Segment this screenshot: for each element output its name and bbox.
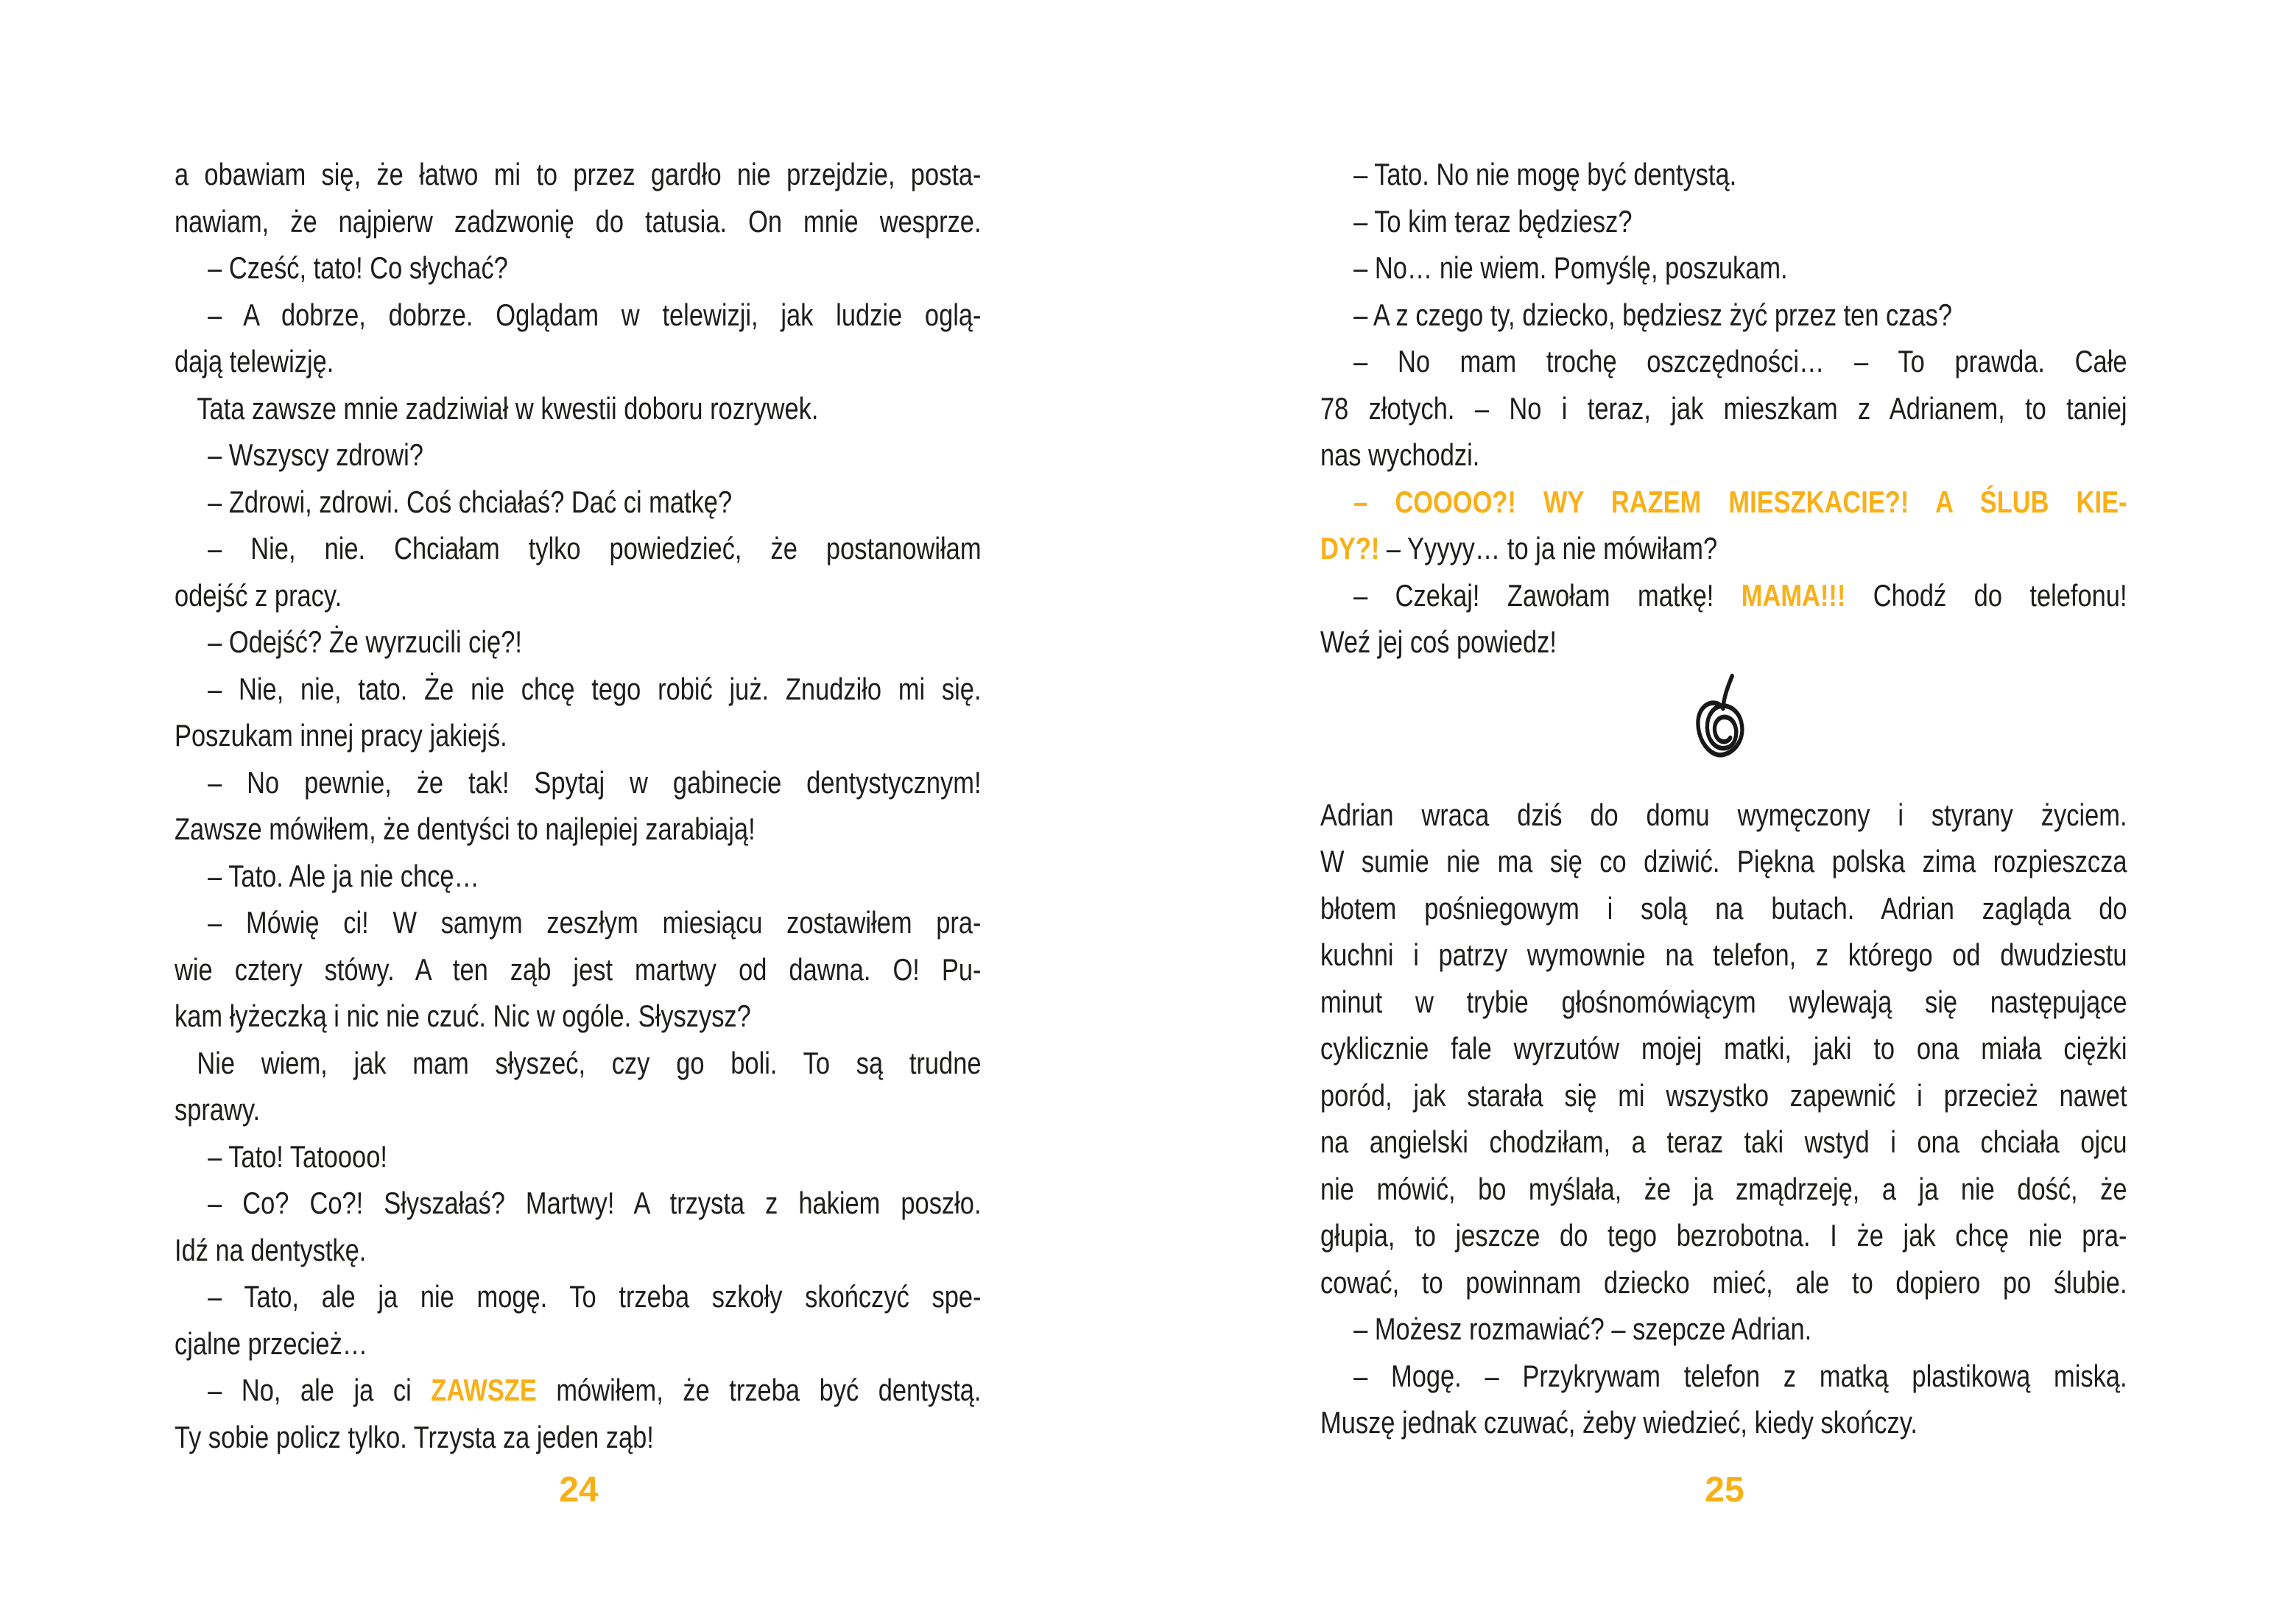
page-25-text-column: [1320, 151, 2129, 1446]
text-line: – No mam trochę oszczędności… – To prawda. Całe: [1353, 344, 2127, 379]
text-line: cjalne przecież…: [175, 1325, 368, 1361]
text-line: głupia, to jeszcze do tego bezrobotna. I że jak chcę nie pra-: [1320, 1218, 2127, 1253]
text-line: Ty sobie policz tylko. Trzysta za jeden ząb!: [175, 1419, 654, 1454]
text-line: dają telewizję.: [175, 344, 334, 379]
page-25: [1148, 0, 2296, 1609]
page-24-text: [175, 151, 982, 1460]
text-line: – Tato! Tatoooo!: [208, 1138, 387, 1174]
text-line: nie mówić, bo myślała, że ja zmądrzeję, a ja nie dość, że: [1320, 1171, 2127, 1206]
page-number-25: 25: [1705, 1471, 1744, 1510]
text-line: kuchni i patrzy wymownie na telefon, z którego od dwudziestu: [1320, 937, 2127, 972]
text-line: – Co? Co?! Słyszałaś? Martwy! A trzysta z hakiem poszło.: [208, 1186, 982, 1220]
text-line: Adrian wraca dziś do domu wymęczony i styrany życiem.: [1320, 797, 2127, 832]
highlighted-text: ZAWSZE: [431, 1373, 537, 1407]
highlighted-text: MAMA!!!: [1741, 577, 1846, 613]
text-line: na angielski chodziłam, a teraz taki wstyd i ona chciała ojcu: [1320, 1124, 2127, 1159]
highlighted-text: DY?!: [1320, 531, 1380, 566]
text-line: nawiam, że najpierw zadzwonię do tatusia. On mnie wesprze.: [175, 203, 982, 239]
text-line: Nie wiem, jak mam słyszeć, czy go boli. To są trudne: [197, 1045, 982, 1080]
text-line: – No pewnie, że tak! Spytaj w gabinecie dentystycznym!: [208, 764, 982, 800]
text-line: poród, jak starała się mi wszystko zapewnić i przecież nawet: [1320, 1077, 2127, 1113]
text-line: – Możesz rozmawiać? – szepcze Adrian.: [1353, 1312, 1812, 1346]
text-line: Zawsze mówiłem, że dentyści to najlepiej zarabiają!: [175, 811, 756, 846]
text-line: wie cztery stówy. A ten ząb jest martwy od dawna. O! Pu-: [175, 951, 982, 987]
text-line: 78 złotych. – No i teraz, jak mieszkam z Adrianem, to taniej: [1320, 390, 2127, 426]
highlighted-text: – COOOO?! WY RAZEM MIESZKACIE?! A ŚLUB KIE-: [1353, 484, 2127, 519]
text-line: Weź jej coś powiedz!: [1320, 624, 1557, 659]
text-line: – A z czego ty, dziecko, będziesz żyć przez ten czas?: [1353, 297, 1953, 332]
text-line: – Czekaj! Zawołam matkę! MAMA!!! Chodź do telefonu!: [1353, 577, 2127, 613]
text-line: – Nie, nie, tato. Że nie chcę tego robić już. Znudziło mi się.: [208, 671, 982, 706]
text-line: nas wychodzi.: [1320, 437, 1480, 472]
text-line: odejść z pracy.: [175, 577, 342, 613]
text-line: – Odejść? Że wyrzucili cię?!: [208, 624, 522, 659]
text-line: – Tato, ale ja nie mogę. To trzeba szkoły skończyć spe-: [208, 1279, 982, 1314]
text-line: DY?! – Yyyyy… to ja nie mówiłam?: [1320, 531, 1718, 566]
text-line: Tata zawsze mnie zadziwiał w kwestii doboru rozrywek.: [197, 390, 819, 426]
text-line: [1320, 479, 2127, 526]
text-line: – Mówię ci! W samym zeszłym miesiącu zostawiłem pra-: [208, 905, 982, 940]
scene-break-doodle: [1320, 666, 2127, 792]
text-line: – Tato. Ale ja nie chcę…: [208, 858, 479, 893]
text-line: Muszę jednak czuwać, żeby wiedzieć, kiedy skończy.: [1320, 1405, 1918, 1440]
text-line: błotem pośniegowym i solą na butach. Adrian zagląda do: [1320, 890, 2127, 926]
text-line: Poszukam innej pracy jakiejś.: [175, 718, 507, 753]
text-line: cować, to powinnam dziecko mieć, ale to dopiero po ślubie.: [1320, 1264, 2127, 1300]
page-25-text: [1320, 151, 2127, 1446]
text-line: cyklicznie fale wyrzutów mojej matki, jaki to ona miała ciężki: [1320, 1031, 2127, 1066]
text-line: minut w trybie głośnomówiącym wylewają się następujące: [1320, 984, 2127, 1019]
text-line: – Mogę. – Przykrywam telefon z matką plastikową miską.: [1353, 1358, 2127, 1393]
text-line: – No, ale ja ci ZAWSZE mówiłem, że trzeba być dentystą.: [208, 1373, 982, 1407]
text-line: – Cześć, tato! Co słychać?: [208, 250, 508, 285]
text-line: – To kim teraz będziesz?: [1353, 203, 1633, 239]
text-line: – No… nie wiem. Pomyślę, poszukam.: [1353, 250, 1788, 285]
text-line: kam łyżeczką i nic nie czuć. Nic w ogóle. Słyszysz?: [175, 999, 751, 1033]
text-line: sprawy.: [175, 1092, 261, 1127]
text-line: – Zdrowi, zdrowi. Coś chciałaś? Dać ci matkę?: [208, 484, 733, 519]
page-number-24: 24: [559, 1471, 599, 1510]
text-line: – Tato. No nie mogę być dentystą.: [1353, 157, 1737, 191]
text-line: Idź na dentystkę.: [175, 1232, 367, 1267]
text-line: – A dobrze, dobrze. Oglądam w telewizji, jak ludzie oglą-: [208, 297, 982, 332]
text-line: – Nie, nie. Chciałam tylko powiedzieć, że postanowiłam: [208, 531, 982, 566]
text-line: a obawiam się, że łatwo mi to przez gardło nie przejdzie, posta-: [175, 157, 982, 191]
page-24-text-column: [175, 151, 983, 1460]
text-line: W sumie nie ma się co dziwić. Piękna polska zima rozpieszcza: [1320, 844, 2127, 879]
apple-scribble-icon: [1692, 672, 1755, 782]
text-line: – Wszyscy zdrowi?: [208, 437, 423, 472]
